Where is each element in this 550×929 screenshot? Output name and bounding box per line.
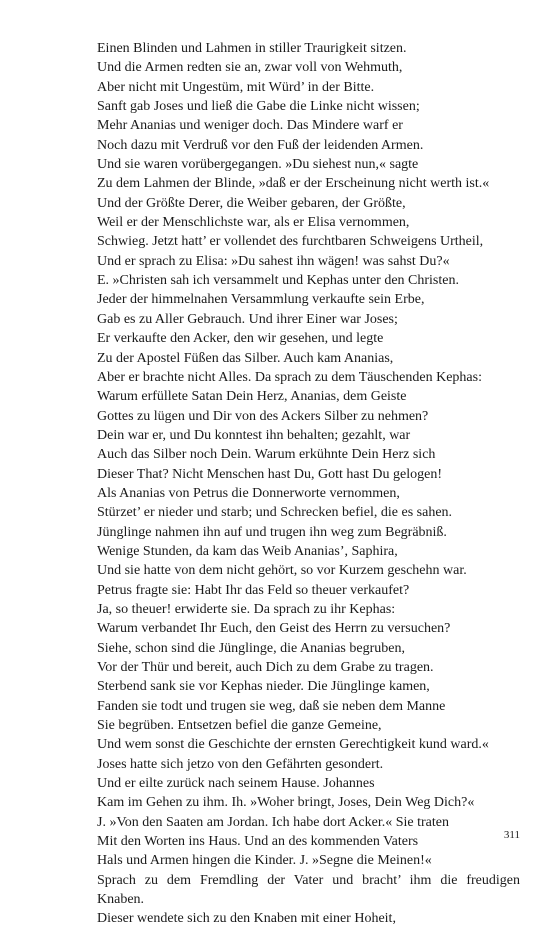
text-line: Gottes zu lügen und Dir von des Ackers Silber zu nehmen?	[97, 408, 429, 424]
text-line: Und die Armen redten sie an, zwar voll von Wehmuth,	[97, 60, 403, 76]
text-line: Dieser That? Nicht Menschen hast Du, Gott hast Du gelogen!	[97, 466, 442, 482]
text-line: Sterbend sank sie vor Kephas nieder. Die Jünglinge kamen,	[97, 679, 430, 695]
text-line: Und sie waren vorübergegangen. »Du siehest nun,« sagte	[97, 157, 419, 173]
text-line: Sanft gab Joses und ließ die Gabe die Linke nicht wissen;	[97, 99, 420, 115]
text-line: Zu dem Lahmen der Blinde, »daß er der Erscheinung nicht werth ist.«	[97, 176, 490, 192]
text-line: Schwieg. Jetzt hatt’ er vollendet des furchtbaren Schweigens Urtheil,	[97, 234, 484, 250]
text-line: Und er eilte zurück nach seinem Hause. Johannes	[97, 776, 375, 792]
text-line: Einen Blinden und Lahmen in stiller Traurigkeit sitzen.	[97, 41, 407, 56]
text-line: Er verkaufte den Acker, den wir gesehen, und legte	[97, 331, 384, 347]
text-line: Siehe, schon sind die Jünglinge, die Ananias begruben,	[97, 640, 405, 656]
text-line: Kam im Gehen zu ihm. Ih. »Woher bringt, Joses, Dein Weg Dich?«	[97, 795, 475, 811]
text-line: Und sie hatte von dem nicht gehört, so vor Kurzem geschehn war.	[97, 563, 467, 579]
text-line: Zu der Apostel Füßen das Silber. Auch kam Ananias,	[97, 350, 394, 366]
text-line: Fanden sie todt und trugen sie weg, daß sie neben dem Manne	[97, 698, 446, 714]
text-line: Joses hatte sich jetzo von den Gefährten gesondert.	[97, 756, 384, 772]
text-line: Hals und Armen hingen die Kinder. J. »Segne die Meinen!«	[97, 853, 432, 869]
text-line: Jünglinge nahmen ihn auf und trugen ihn weg zum Begräbniß.	[97, 524, 447, 540]
text-line: Als Ananias von Petrus die Donnerworte vernommen,	[97, 485, 400, 501]
text-line: Und wem sonst die Geschichte der ernsten Gerechtigkeit kund ward.«	[97, 737, 489, 753]
text-line: Und der Größte Derer, die Weiber gebaren, der Größte,	[97, 195, 406, 211]
text-line: Petrus fragte sie: Habt Ihr das Feld so theuer verkaufet?	[97, 582, 410, 598]
text-line: Wenige Stunden, da kam das Weib Ananias’, Saphira,	[97, 543, 398, 559]
last-text-line: Dieser wendete sich zu den Knaben mit einer Hoheit,	[97, 911, 396, 927]
text-line: Vor der Thür und bereit, auch Dich zu dem Grabe zu tragen.	[97, 660, 434, 675]
text-line: Mit den Worten ins Haus. Und an des kommenden Vaters	[97, 834, 419, 850]
poem-text	[97, 39, 520, 929]
text-line: Sie begrüben. Entsetzen befiel die ganze Gemeine,	[97, 718, 382, 734]
text-line: Stürzet’ er nieder und starb; und Schrecken befiel, die es sahen.	[97, 505, 453, 521]
text-line: Warum verbandet Ihr Euch, den Geist des Herrn zu versuchen?	[97, 621, 451, 637]
text-line: Warum erfüllete Satan Dein Herz, Ananias, dem Geiste	[97, 389, 407, 405]
text-line: Dein war er, und Du konntest ihn behalten; gezahlt, war	[97, 427, 411, 443]
text-line: E. »Christen sah ich versammelt und Kephas unter den Christen.	[97, 273, 459, 289]
text-line: Aber er brachte nicht Alles. Da sprach zu dem Täuschenden Kephas:	[97, 369, 482, 385]
continuation-text-line: Knaben.	[97, 892, 145, 908]
justified-text-line: Sprach zu dem Fremdling der Vater und bracht’ ihm die freudigen	[97, 872, 520, 888]
text-line: Mehr Ananias und weniger doch. Das Mindere warf er	[97, 118, 403, 134]
text-line: J. »Von den Saaten am Jordan. Ich habe dort Acker.« Sie traten	[97, 814, 449, 830]
text-line: Aber nicht mit Ungestüm, mit Würd’ in der Bitte.	[97, 79, 375, 95]
text-line: Auch das Silber noch Dein. Warum erkühnte Dein Herz sich	[97, 447, 436, 463]
text-line: Ja, so theuer! erwiderte sie. Da sprach zu ihr Kephas:	[97, 601, 396, 617]
text-line: Gab es zu Aller Gebrauch. Und ihrer Einer war Joses;	[97, 311, 398, 327]
text-line: Noch dazu mit Verdruß vor den Fuß der leidenden Armen.	[97, 137, 424, 153]
text-line: Jeder der himmelnahen Versammlung verkaufte sein Erbe,	[97, 292, 425, 308]
page-number: 311	[503, 829, 520, 841]
text-line: Weil er der Menschlichste war, als er Elisa vernommen,	[97, 215, 410, 231]
text-line: Und er sprach zu Elisa: »Du sahest ihn wägen! was sahst Du?«	[97, 253, 450, 269]
